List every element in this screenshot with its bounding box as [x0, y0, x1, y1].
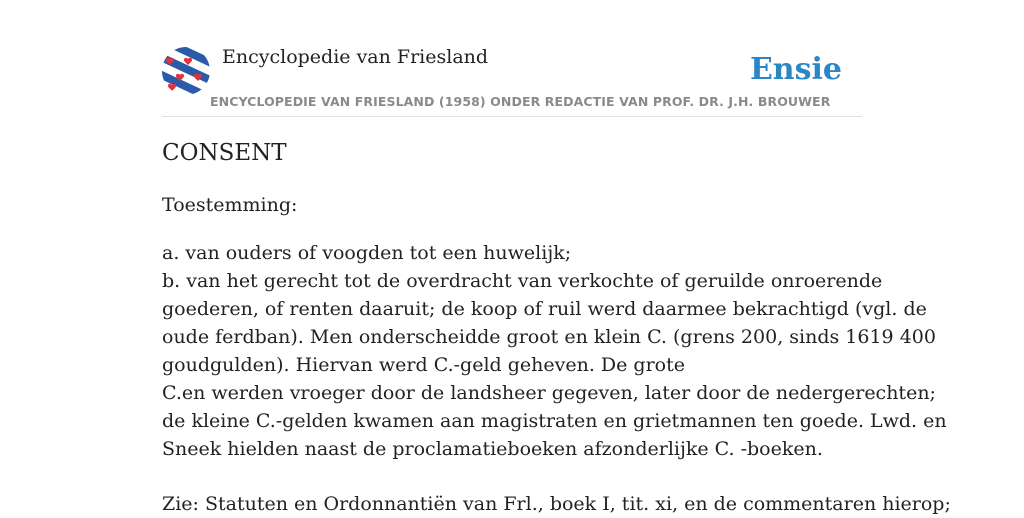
body-line: b. van het gerecht tot de overdracht van verkochte of geruilde onroerende [162, 270, 883, 292]
ensie-brand-logo[interactable]: Ensie [749, 52, 842, 87]
site-title[interactable]: Encyclopedie van Friesland [222, 46, 489, 68]
entry-intro: Toestemming: [162, 194, 298, 216]
reference-line: Zie: Statuten en Ordonnantiën van Frl., boek I, tit. xi, en de commentaren hierop; [162, 493, 951, 515]
encyclopedia-subtitle: ENCYCLOPEDIE VAN FRIESLAND (1958) ONDER REDACTIE VAN PROF. DR. J.H. BROUWER [210, 94, 831, 109]
body-line: Sneek hielden naast de proclamatieboeken afzonderlijke C. -boeken. [162, 438, 823, 460]
entry-body [162, 239, 947, 463]
body-line: de kleine C.-gelden kwamen aan magistraten en grietmannen ten goede. Lwd. en [162, 410, 947, 432]
body-line: oude ferdban). Men onderscheidde groot en klein C. (grens 200, sinds 1619 400 [162, 326, 936, 348]
site-header [162, 0, 862, 117]
body-line: C.en werden vroeger door de landsheer gegeven, later door de nedergerechten; [162, 382, 936, 404]
page [162, 0, 951, 515]
body-line: a. van ouders of voogden tot een huwelijk; [162, 242, 572, 264]
frisian-flag-logo-icon[interactable] [162, 47, 210, 95]
entry-title: CONSENT [162, 140, 287, 166]
body-line: goederen, of renten daaruit; de koop of ruil werd daarmee bekrachtigd (vgl. de [162, 298, 927, 320]
body-line: goudgulden). Hiervan werd C.-geld geheven. De grote [162, 354, 685, 376]
